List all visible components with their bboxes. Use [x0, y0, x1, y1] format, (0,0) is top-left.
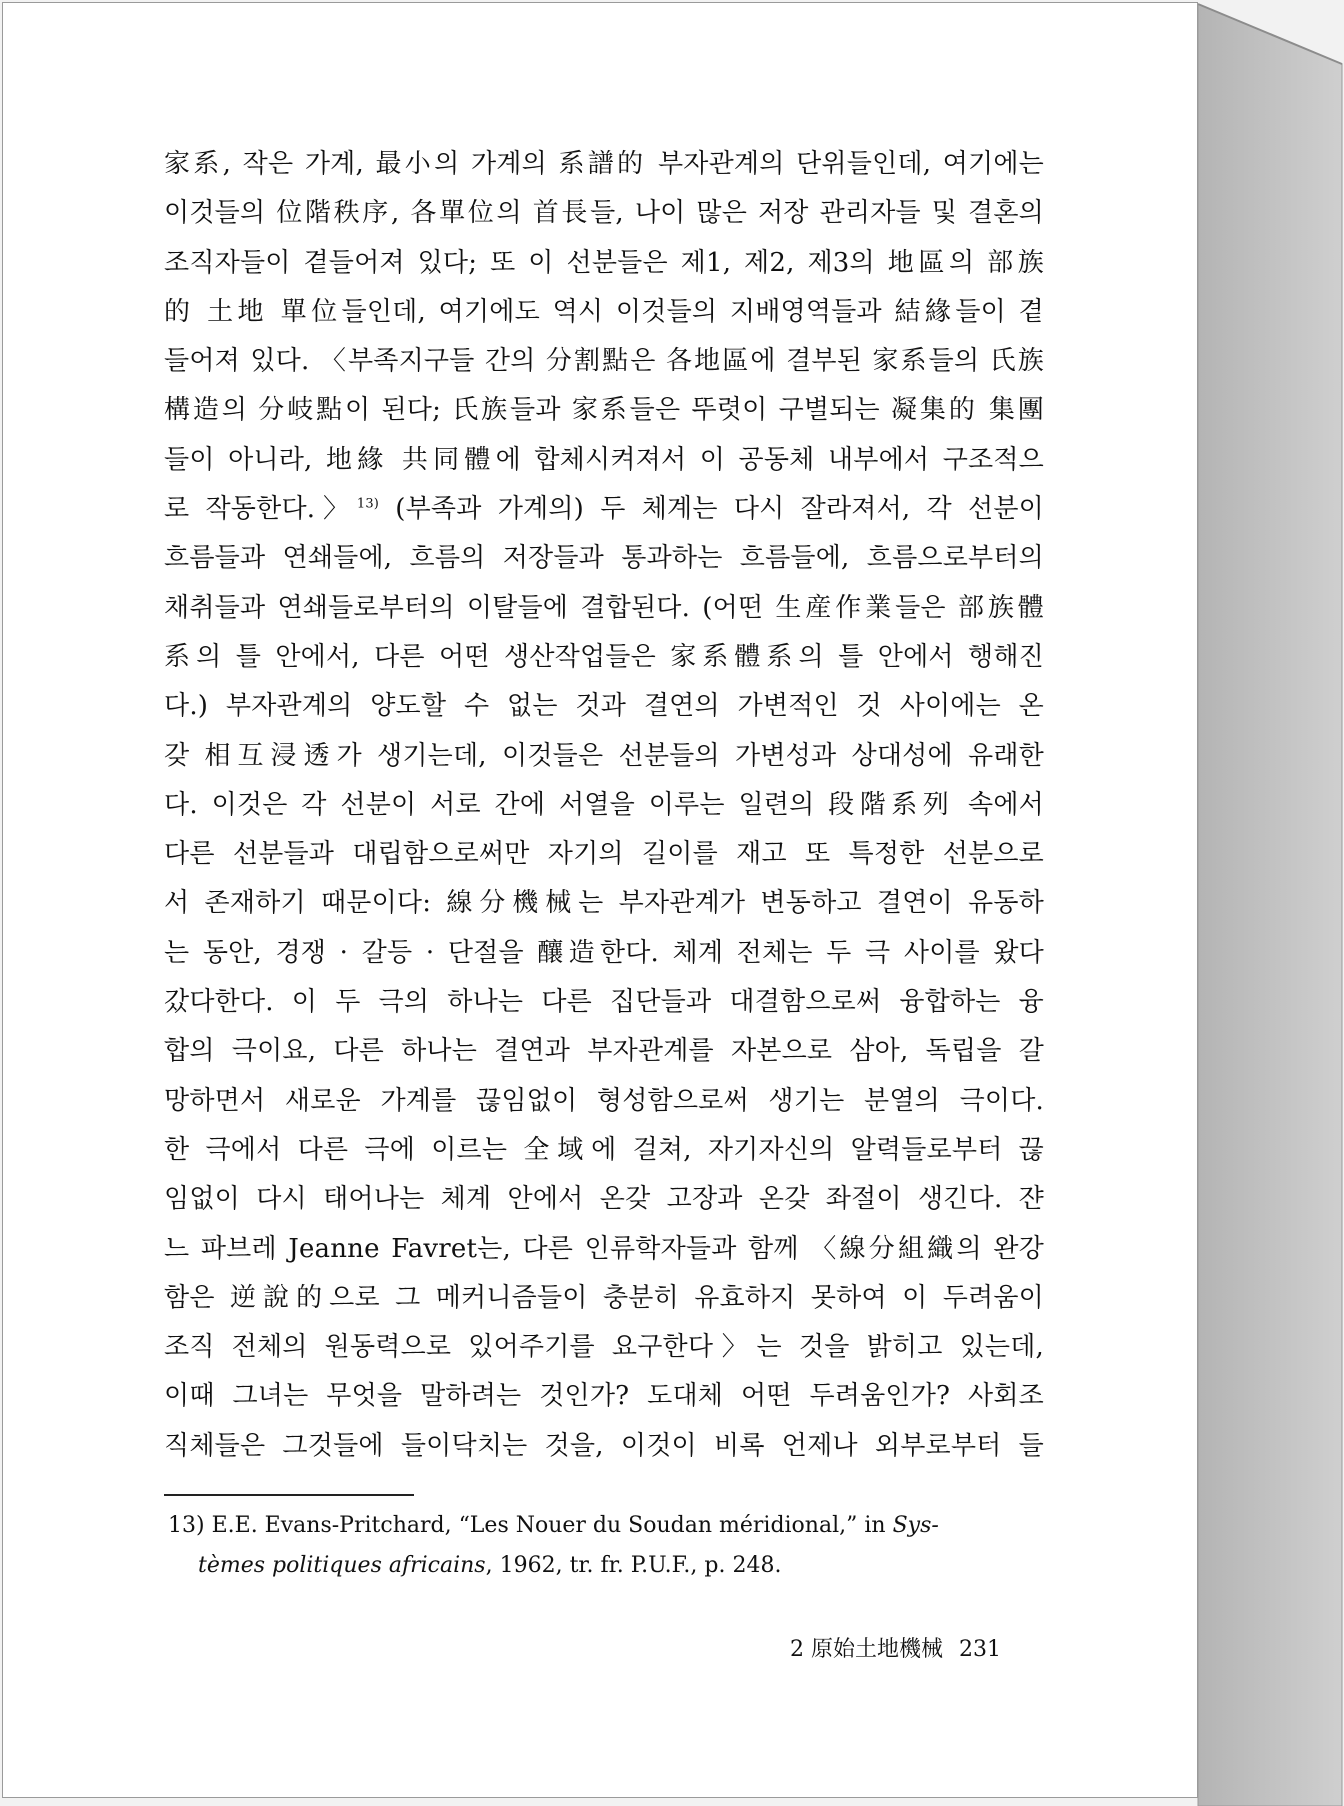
text-line: 이때 그녀는 무엇을 말하려는 것인가? 도대체 어떤 두려움인가? 사회조: [164, 1381, 1044, 1412]
text-line: 이것들의 位階秩序, 各單位의 首長들, 나이 많은 저장 관리자들 및 결혼의: [164, 198, 1044, 229]
text-line: 조직자들이 곁들어져 있다; 또 이 선분들은 제1, 제2, 제3의 地區의 部族: [164, 247, 1044, 278]
text-line-end: (부족과 가계의) 두 체계는 다시 잘라져서, 각 선분이: [379, 494, 1044, 525]
text-line: 家系, 작은 가계, 最小의 가계의 系譜的 부자관계의 단위들인데, 여기에는: [164, 149, 1044, 179]
text-line: 的 土地 單位들인데, 여기에도 역시 이것들의 지배영역들과 結緣들이 곁: [164, 296, 1044, 327]
footnote-title-end: tèmes politiques africains: [198, 1553, 486, 1578]
text-line: 한 극에서 다른 극에 이르는 全域에 걸쳐, 자기자신의 알력들로부터 끊: [164, 1134, 1044, 1165]
body-text: [164, 140, 1044, 1471]
text-line: 들어져 있다. 〈부족지구들 간의 分割點은 各地區에 결부된 家系들의 氏族: [164, 346, 1044, 377]
text-line: 흐름들과 연쇄들에, 흐름의 저장들과 통과하는 흐름들에, 흐름으로부터의: [164, 543, 1044, 574]
footnote-line-2: [168, 1546, 1044, 1586]
text-line: 채취들과 연쇄들로부터의 이탈들에 결합된다. (어떤 生産作業들은 部族體: [164, 592, 1044, 623]
text-line: 構造의 分岐點이 된다; 氏族들과 家系들은 뚜렷이 구별되는 凝集的 集團: [164, 395, 1044, 426]
footnote-publication: , 1962, tr. fr. P.U.F., p. 248.: [485, 1553, 782, 1578]
text-line: 系의 틀 안에서, 다른 어떤 생산작업들은 家系體系의 틀 안에서 행해진: [164, 641, 1044, 672]
text-line: 다. 이것은 각 선분이 서로 간에 서열을 이루는 일련의 段階系列 속에서: [164, 789, 1044, 820]
text-line: 다른 선분들과 대립함으로써만 자기의 길이를 재고 또 특정한 선분으로: [164, 839, 1044, 870]
footnote-citation: E.E. Evans-Pritchard, “Les Nouer du Soudan méridional,” in: [211, 1513, 893, 1538]
footnote: [168, 1506, 1044, 1586]
text-line: 다.) 부자관계의 양도할 수 없는 것과 결연의 가변적인 것 사이에는 온: [164, 691, 1044, 722]
footnote-number: 13): [168, 1513, 205, 1538]
text-line: 망하면서 새로운 가계를 끊임없이 형성함으로써 생기는 분열의 극이다.: [164, 1085, 1044, 1116]
footnote-reference[interactable]: 13): [356, 496, 380, 512]
text-line: 는 동안, 경쟁 · 갈등 · 단절을 釀造한다. 체계 전체는 두 극 사이를 왔다: [164, 937, 1044, 968]
text-line: 갔다한다. 이 두 극의 하나는 다른 집단들과 대결함으로써 융합하는 융: [164, 987, 1044, 1018]
footnote-divider: [164, 1494, 414, 1496]
text-line: 임없이 다시 태어나는 체계 안에서 온갖 고장과 온갖 좌절이 생긴다. 쟌: [164, 1184, 1044, 1215]
text-line: 느 파브레 Jeanne Favret는, 다른 인류학자들과 함께 〈線分組織의 완강: [164, 1233, 1044, 1264]
text-line: 함은 逆說的으로 그 메커니즘들이 충분히 유효하지 못하여 이 두려움이: [164, 1282, 1044, 1313]
footnote-title-start: Sys-: [892, 1513, 939, 1538]
text-line: 들이 아니라, 地緣 共同體에 합체시켜져서 이 공동체 내부에서 구조적으: [164, 444, 1044, 475]
text-line: 직체들은 그것들에 들이닥치는 것을, 이것이 비록 언제나 외부로부터 들: [164, 1430, 1044, 1461]
text-line: 갖 相互浸透가 생기는데, 이것들은 선분들의 가변성과 상대성에 유래한: [164, 740, 1044, 771]
text-line: 조직 전체의 원동력으로 있어주기를 요구한다〉는 것을 밝히고 있는데,: [164, 1332, 1044, 1363]
footnote-line-1: [168, 1506, 1044, 1546]
text-line-with-note: [164, 485, 1044, 534]
page-number: 231: [959, 1637, 1001, 1662]
running-footer: [790, 1632, 1001, 1663]
text-line: 합의 극이요, 다른 하나는 결연과 부자관계를 자본으로 삼아, 독립을 갈: [164, 1036, 1044, 1067]
chapter-title: 2 原始土地機械: [790, 1637, 943, 1662]
text-line-start: 로 작동한다.〉: [164, 494, 357, 525]
text-line: 서 존재하기 때문이다: 線分機械는 부자관계가 변동하고 결연이 유동하: [164, 888, 1044, 919]
